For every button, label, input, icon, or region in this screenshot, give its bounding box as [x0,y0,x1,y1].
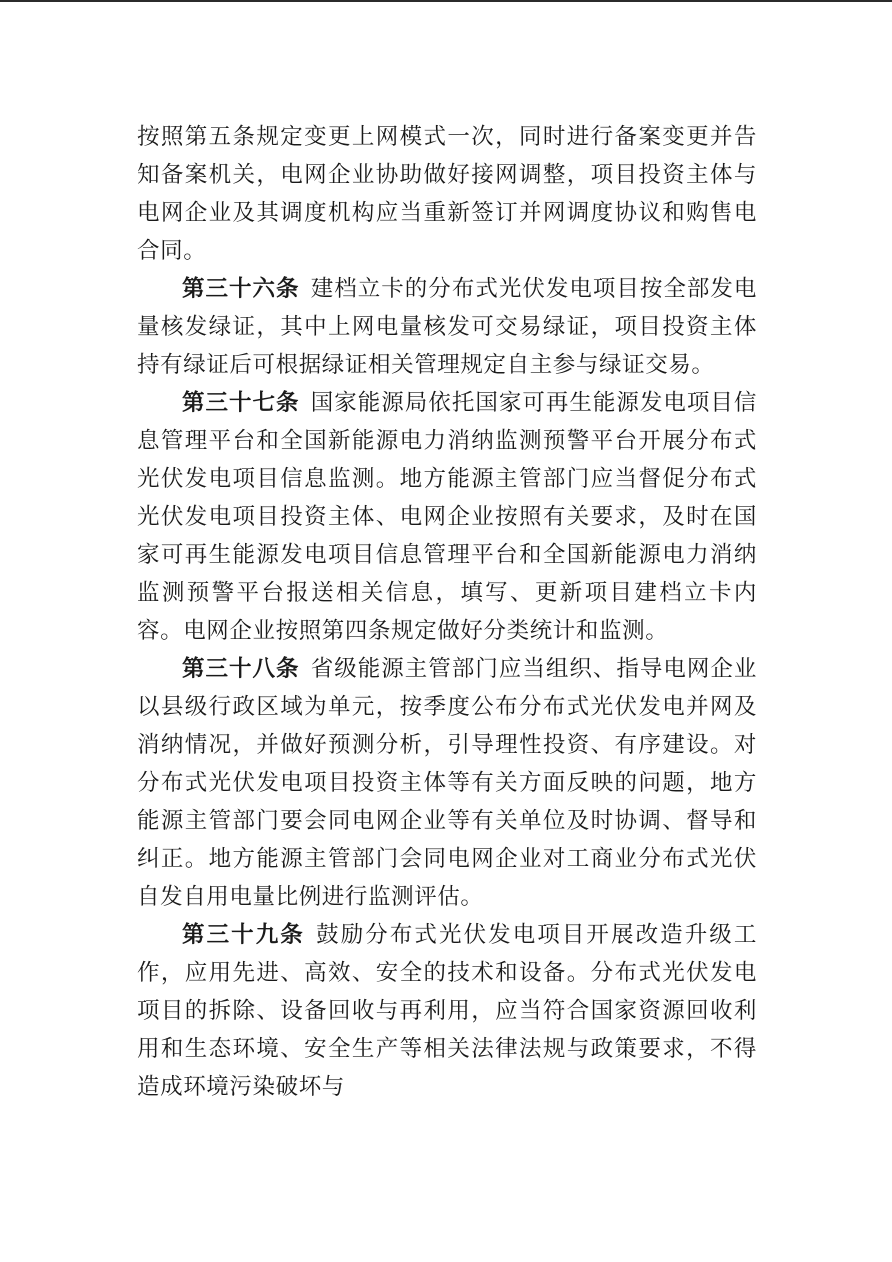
continuation-paragraph [137,118,757,270]
continuation-text: 按照第五条规定变更上网模式一次，同时进行备案变更并告知备案机关，电网企业协助做好接网调整，项目投资主体与电网企业及其调度机构应当重新签订并网调度协议和购售电合同。 [137,124,757,264]
article-39 [137,916,757,1106]
article-text: 建档立卡的分布式光伏发电项目按全部发电量核发绿证，其中上网电量核发可交易绿证，项目投资主体持有绿证后可根据绿证相关管理规定自主参与绿证交易。 [137,276,757,378]
document-body [137,118,757,1106]
article-37 [137,384,757,650]
article-38 [137,650,757,916]
top-border-line [0,0,892,2]
article-number: 第三十七条 [182,390,300,416]
article-number: 第三十九条 [182,922,305,948]
article-number: 第三十八条 [182,656,300,682]
article-36 [137,270,757,384]
article-number: 第三十六条 [182,276,300,302]
article-text: 省级能源主管部门应当组织、指导电网企业以县级行政区域为单元，按季度公布分布式光伏发电并网及消纳情况，并做好预测分析，引导理性投资、有序建设。对分布式光伏发电项目投资主体等有关方面反映的问题，地方能源主管部门要会同电网企业等有关单位及时协调、督导和纠正。地方能源主管部门会同电网企业对工商业分布式光伏自发自用电量比例进行监测评估。 [137,656,757,910]
article-text: 鼓励分布式光伏发电项目开展改造升级工作，应用先进、高效、安全的技术和设备。分布式光伏发电项目的拆除、设备回收与再利用，应当符合国家资源回收利用和生态环境、安全生产等相关法律法规与政策要求，不得造成环境污染破坏与 [137,922,757,1100]
article-text: 国家能源局依托国家可再生能源发电项目信息管理平台和全国新能源电力消纳监测预警平台开展分布式光伏发电项目信息监测。地方能源主管部门应当督促分布式光伏发电项目投资主体、电网企业按照有关要求，及时在国家可再生能源发电项目信息管理平台和全国新能源电力消纳监测预警平台报送相关信息，填写、更新项目建档立卡内容。电网企业按照第四条规定做好分类统计和监测。 [137,390,757,644]
